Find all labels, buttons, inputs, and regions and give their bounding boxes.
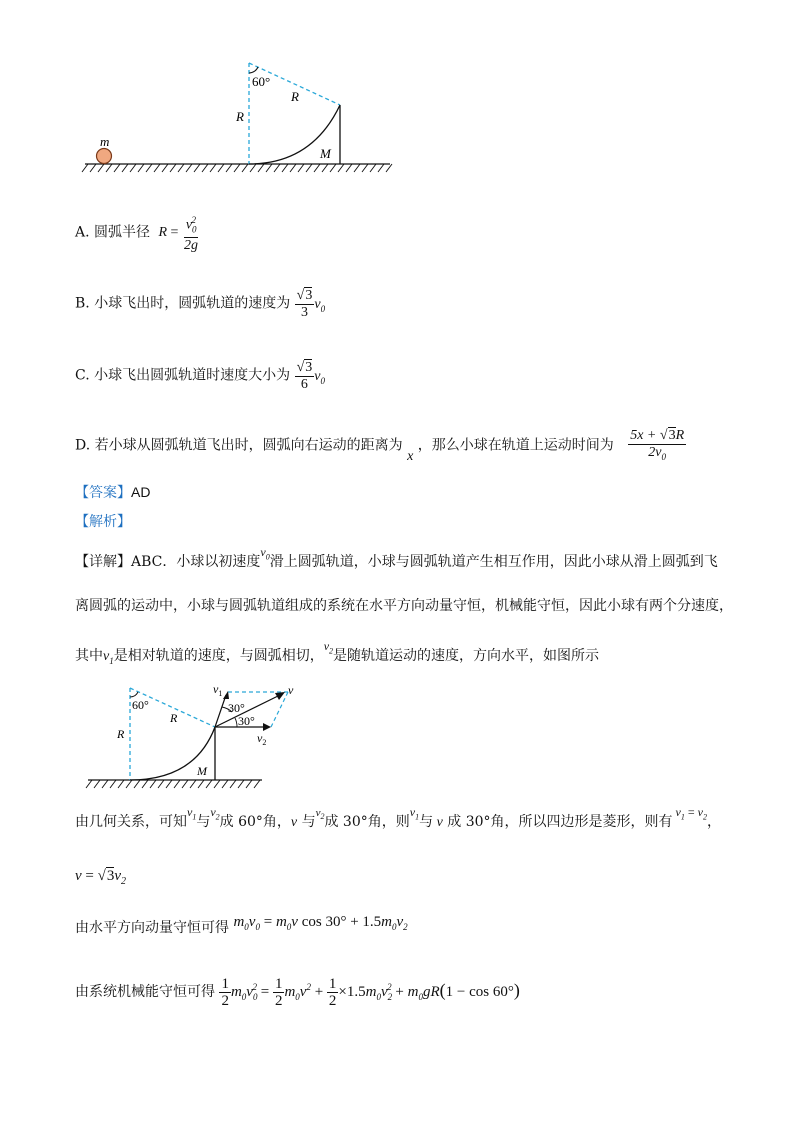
label-angle-60: 60°: [132, 698, 149, 712]
detail-line-1: 【详解】ABC．小球以初速度$v_0$滑上圆弧轨道，小球与圆弧轨道产生相互作用，因此小球从滑上圆弧到飞: [75, 545, 718, 570]
label-v: v: [288, 683, 294, 697]
detail-line-3: 其中$v_1$是相对轨道的速度，与圆弧相切，$v_2$是随轨道运动的速度，方向水平，如图所示: [75, 639, 600, 666]
label-v2: $v_2$: [257, 731, 267, 747]
angle-arc: [249, 67, 258, 73]
momentum-line: 由水平方向动量守恒可得 $m_0v_0 = m_0v$ $\cos 30^\circ + 1.5m_0v_2$: [75, 914, 408, 936]
label-R-slant: R: [291, 89, 299, 104]
label-R-vertical: R: [236, 109, 244, 124]
label-M: M: [320, 146, 331, 161]
angle-arc: [130, 692, 138, 697]
label-angle-60: 60°: [252, 74, 271, 89]
arrowhead-v: [275, 692, 285, 700]
figure-2-diagram: [80, 680, 310, 795]
energy-equation: $\frac{1}{2}$ $m_0v_0^2$ = $\frac{1}{2}$ $m_0v^2$ + $\frac{1}{2}$ $\times 1.5m_0v_2^2 + m_0gR(1 - \cos 60^\circ)$: [221, 976, 520, 1009]
option-B: B. 小球飞出时，圆弧轨道的速度为 $\frac{√3}{3}$ $v_0$: [75, 288, 326, 320]
label-30a: 30°: [228, 701, 245, 715]
formula-C: $\frac{√3}{6}$ $v_0$: [296, 360, 325, 392]
arrowhead-v2: [263, 723, 271, 731]
label-R-vertical: R: [117, 727, 125, 741]
label-v1: $v_1$: [213, 682, 223, 698]
answer-line: 【答案】AD: [75, 484, 151, 501]
angle-arc-30b: [235, 718, 237, 727]
detail-line-2: 离圆弧的运动中，小球与圆弧轨道组成的系统在水平方向动量守恒，机械能守恒，因此小球有两个分速度，: [75, 598, 733, 614]
label-m: m: [100, 134, 110, 149]
formula-D: $\frac{5x + √3R}{2v_0}$: [630, 428, 685, 462]
formula-B: $\frac{√3}{3}$ $v_0$: [296, 288, 326, 320]
ball-m: [97, 149, 112, 164]
geometry-line: 由几何关系，可知$v_1$与$v_2$成 60°角，v 与$^{v_2}$成 30°角，则$v_1$与 v 成 30°角，所以四边形是菱形，则有 $v_1 = v_2$，: [75, 805, 721, 830]
label-M: M: [197, 764, 207, 778]
option-C: C. 小球飞出圆弧轨道时速度大小为 $\frac{√3}{6}$ $v_0$: [75, 360, 325, 392]
option-D: D. 若小球从圆弧轨道飞出时，圆弧向右运动的距离为 x ，那么小球在轨道上运动时间为 $\frac{5x + √3R}{2v_0}$: [75, 428, 685, 464]
ground-hatching: [86, 780, 260, 788]
ground-hatching: [82, 164, 392, 172]
label-R-slant: R: [170, 711, 178, 725]
analysis-heading: 【解析】: [75, 514, 131, 530]
equation-v-sqrt3: $v = √3v_2$: [75, 868, 127, 887]
formula-A: R = $\frac{v_0^2}{2g}$: [158, 225, 199, 240]
figure-1-diagram: [80, 55, 400, 180]
label-30b: 30°: [238, 714, 255, 728]
arrowhead-v1: [223, 691, 229, 699]
energy-line: 由系统机械能守恒可得 $\frac{1}{2}$ $m_0v_0^2$ = $\frac{1}{2}$ $m_0v^2$ + $\frac{1}{2}$ $\times 1.5m_0v_2^2 + m_0gR(1 - \cos 60^\circ)$: [75, 976, 520, 1009]
momentum-equation: $m_0v_0 = m_0v$ $\cos 30^\circ + 1.5m_0v_2$: [233, 914, 408, 932]
option-A: A. 圆弧半径 R = $\frac{v_0^2}{2g}$: [75, 212, 200, 254]
